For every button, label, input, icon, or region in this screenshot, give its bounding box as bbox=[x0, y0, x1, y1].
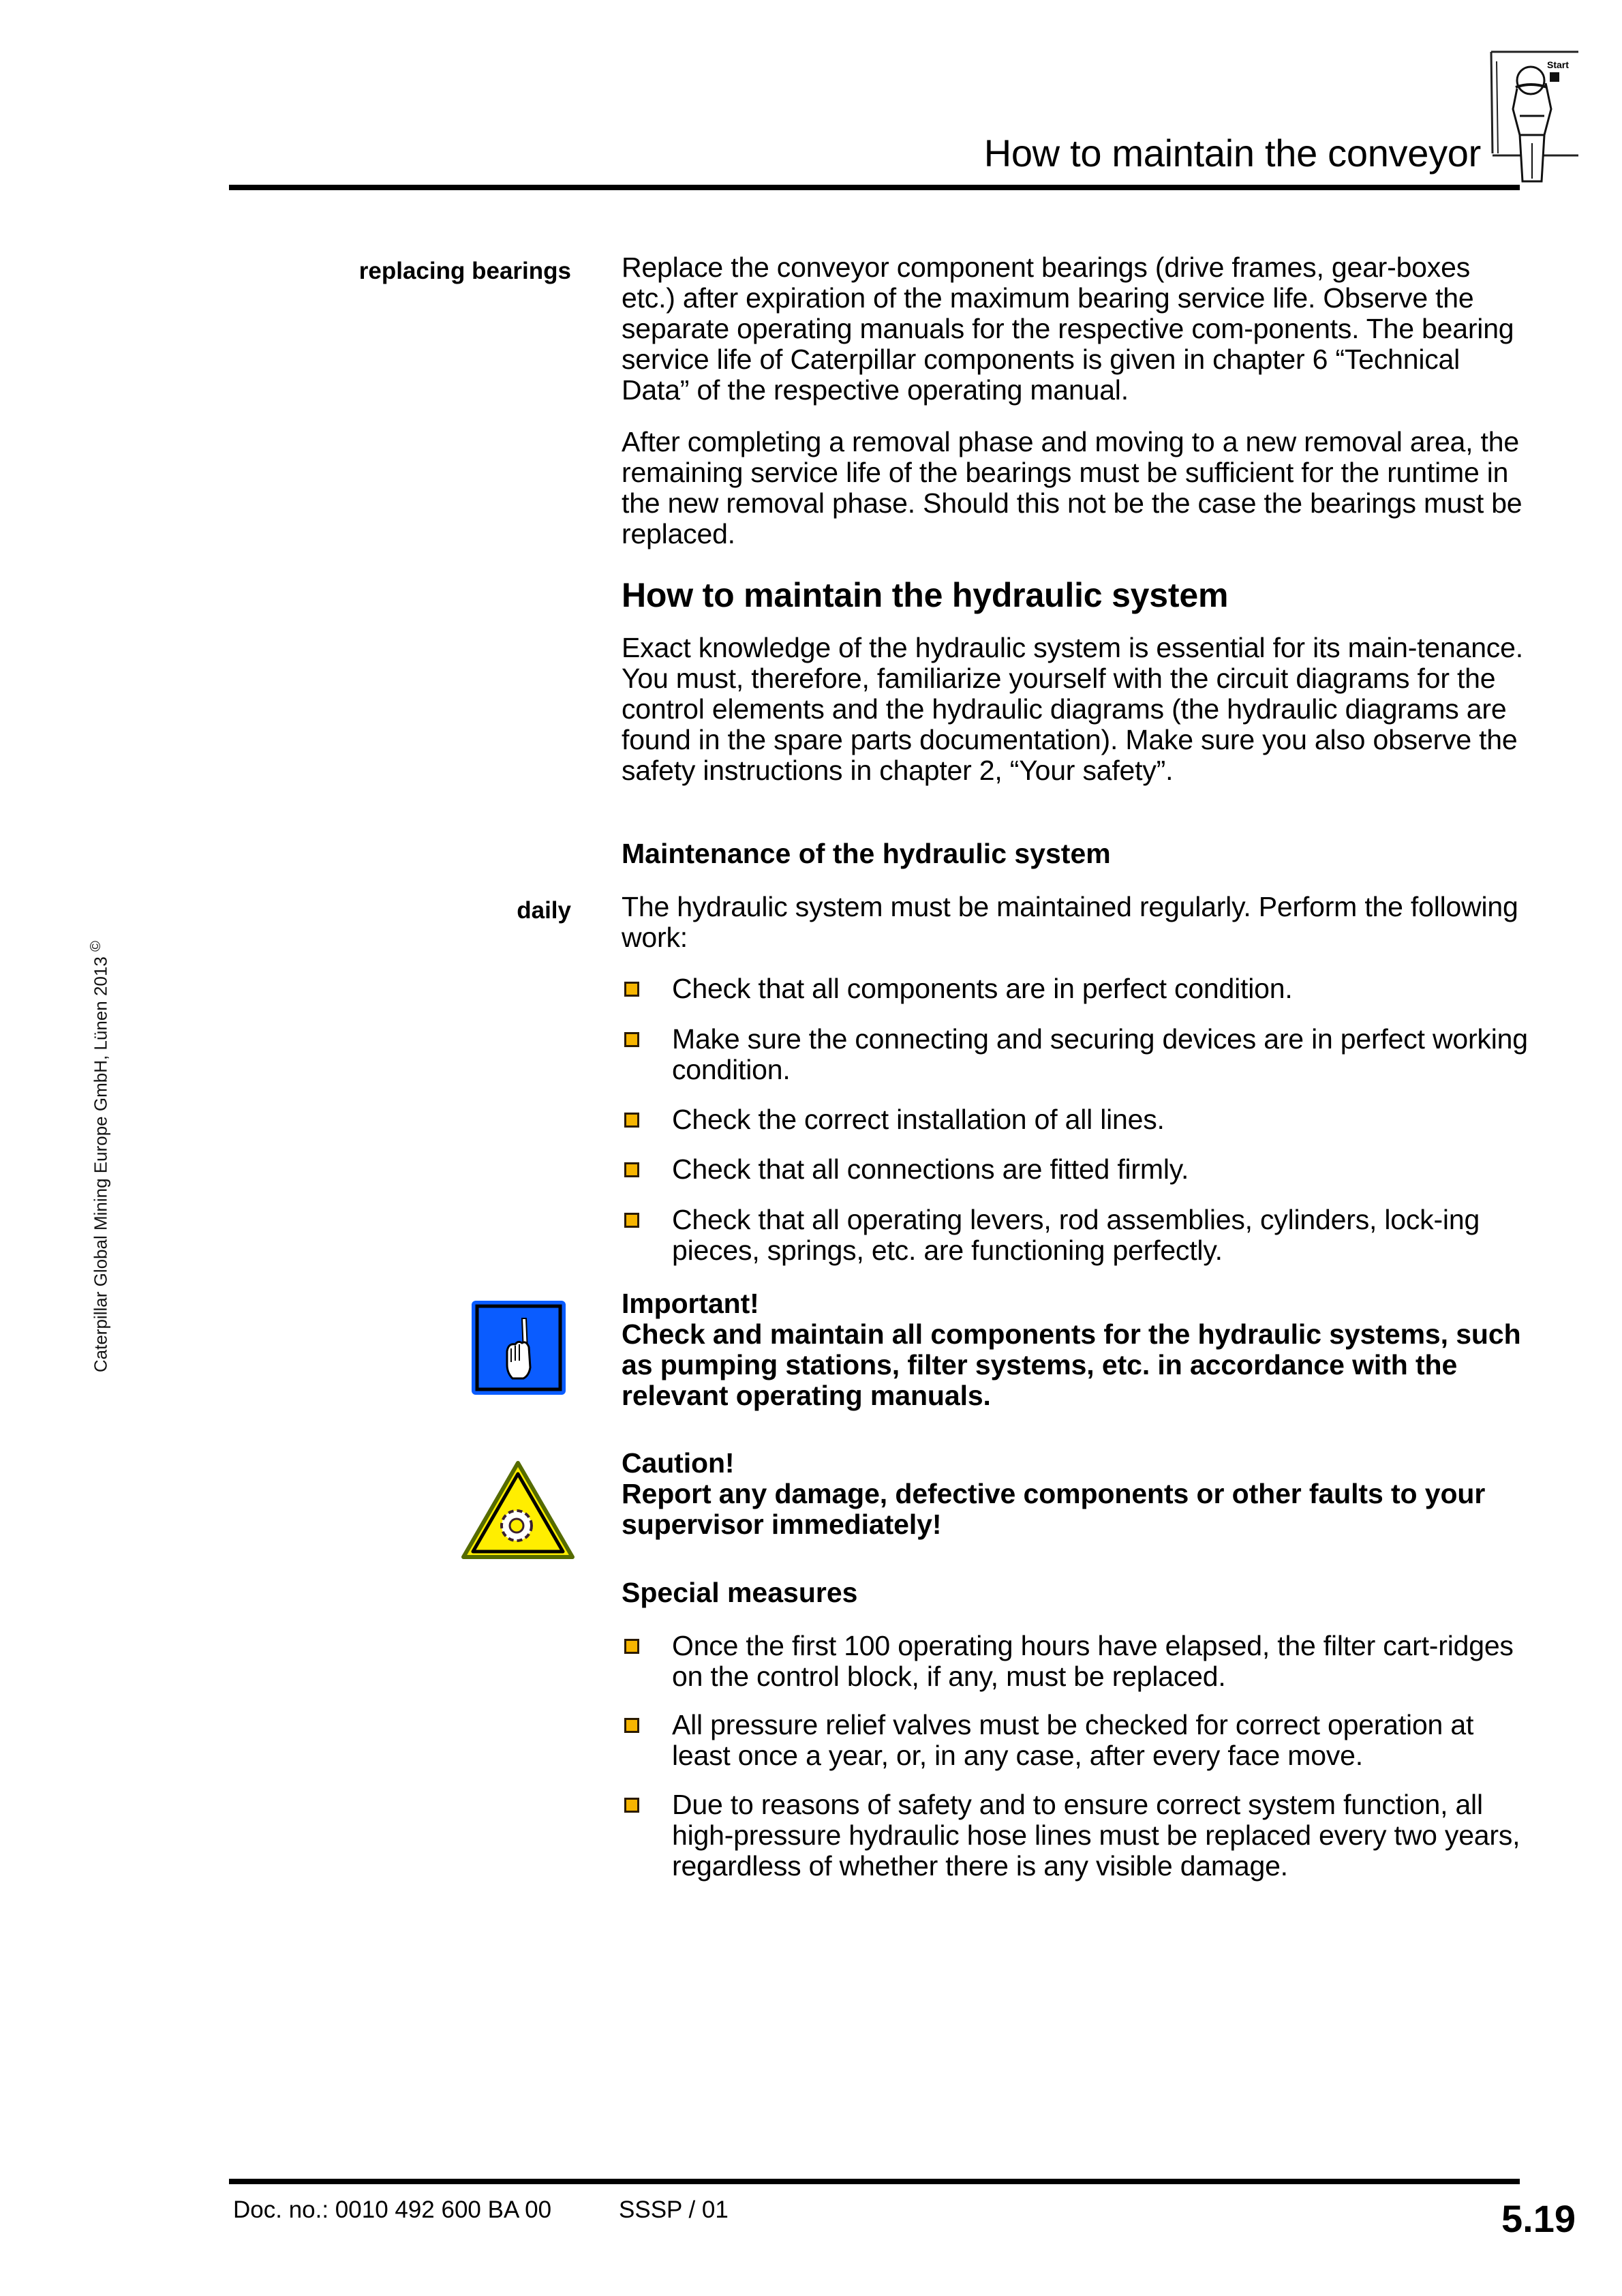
caution-notice bbox=[622, 1448, 1528, 1540]
bearings-paragraph-1: Replace the conveyor component bearings (drive frames, gear-boxes etc.) after expiration of the maximum bearing service life. Observe the separate operating manuals for the respective com-ponents. The bearing service life of Caterpillar components is given in chapter 6 “Technical Data” of the respective operating manual. bbox=[622, 252, 1514, 406]
bullet-square-icon bbox=[624, 1113, 639, 1128]
bullet-square-icon bbox=[624, 1718, 639, 1733]
warning-gear-icon bbox=[459, 1459, 577, 1561]
bullet-square-icon bbox=[624, 1798, 639, 1813]
mascot-label: Start bbox=[1547, 59, 1569, 70]
subheading-special-measures: Special measures bbox=[622, 1577, 858, 1608]
doc-number: Doc. no.: 0010 492 600 BA 00 bbox=[233, 2196, 552, 2223]
bullet-square-icon bbox=[624, 1162, 639, 1177]
subheading-maintenance: Maintenance of the hydraulic system bbox=[622, 838, 1111, 869]
important-notice bbox=[622, 1288, 1528, 1411]
page-title: How to maintain the conveyor bbox=[983, 132, 1481, 175]
bullet-square-icon bbox=[624, 1639, 639, 1654]
bearings-paragraph-2: After completing a removal phase and moving to a new removal area, the remaining service life of the bearings must be sufficient for the runtime in the new removal phase. Should this not be the case the bearings must be replaced. bbox=[622, 426, 1522, 549]
bullet-square-icon bbox=[624, 982, 639, 997]
margin-label-replacing-bearings: replacing bearings bbox=[358, 258, 571, 284]
hydraulic-intro: Exact knowledge of the hydraulic system is essential for its main-tenance. You must, therefore, familiarize yourself with the circuit diagrams for the control elements and the hydraulic diagrams (the hydraulic diagrams are found in the spare parts documentation). Make sure you also observe the safety instructions in chapter 2, “Your safety”. bbox=[622, 632, 1523, 786]
copyright-text: Caterpillar Global Mining Europe GmbH, Lünen 2013 bbox=[90, 956, 111, 1373]
worker-start-mascot-icon bbox=[1484, 48, 1578, 185]
section-heading-hydraulic: How to maintain the hydraulic system bbox=[622, 576, 1229, 614]
pointing-finger-icon bbox=[470, 1299, 567, 1396]
header-rule bbox=[229, 185, 1520, 190]
footer-rule bbox=[229, 2179, 1520, 2184]
important-title: Important! bbox=[622, 1288, 759, 1319]
caution-title: Caution! bbox=[622, 1447, 735, 1479]
copyright-symbol: © bbox=[87, 941, 104, 952]
revision: SSSP / 01 bbox=[619, 2196, 729, 2223]
margin-label-daily: daily bbox=[517, 897, 571, 924]
bullet-square-icon bbox=[624, 1213, 639, 1228]
bullet-square-icon bbox=[624, 1032, 639, 1047]
daily-intro: The hydraulic system must be maintained regularly. Perform the following work: bbox=[622, 891, 1518, 953]
page-number: 5.19 bbox=[1501, 2197, 1576, 2240]
important-text: Check and maintain all components for the hydraulic systems, such as pumping stations, filter systems, etc. in accordance with the relevant operating manuals. bbox=[622, 1318, 1521, 1411]
copyright-notice bbox=[82, 941, 109, 1377]
caution-text: Report any damage, defective components or other faults to your supervisor immediately! bbox=[622, 1478, 1486, 1540]
